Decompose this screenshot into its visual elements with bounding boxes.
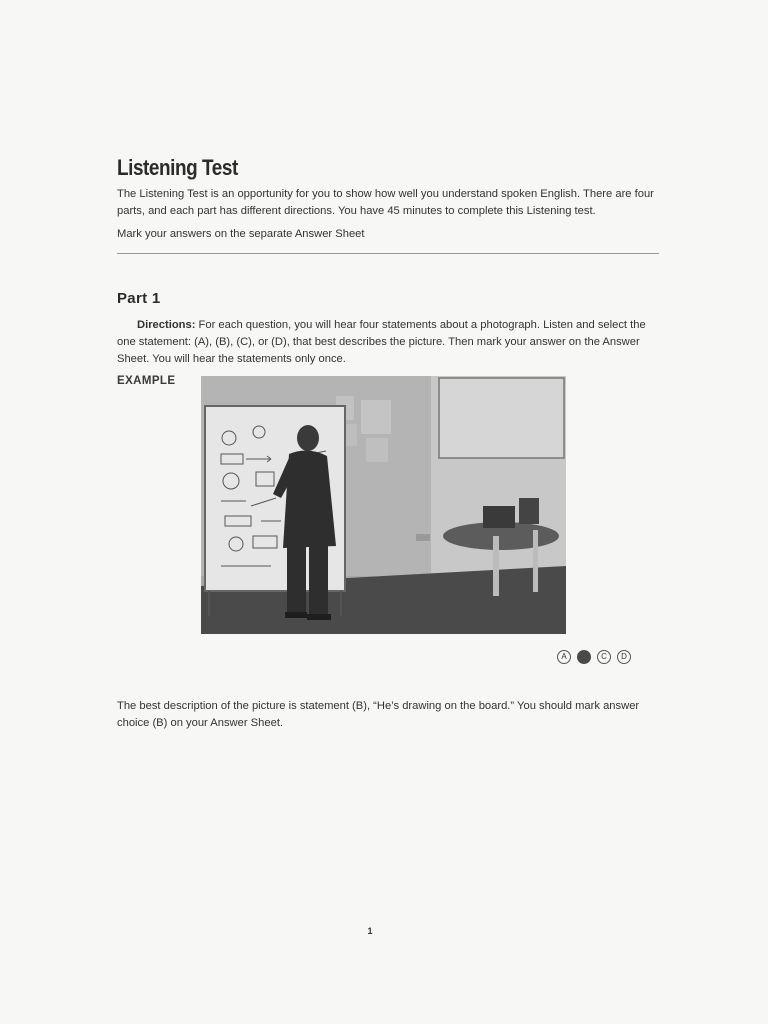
example-photograph bbox=[201, 376, 566, 634]
photo-illustration bbox=[201, 376, 566, 634]
example-label: EXAMPLE bbox=[117, 375, 176, 387]
page-title: Listening Test bbox=[117, 155, 238, 180]
choice-b-bubble[interactable] bbox=[577, 650, 591, 664]
mark-instruction: Mark your answers on the separate Answer Sheet bbox=[117, 228, 365, 240]
directions-paragraph bbox=[117, 317, 662, 368]
answer-explanation: The best description of the picture is statement (B), “He’s drawing on the board.” You should mark answer choice (B) on your Answer Sheet. bbox=[117, 700, 640, 729]
section-divider bbox=[117, 253, 659, 254]
page-number: 1 bbox=[367, 926, 373, 936]
choice-c-bubble[interactable]: C bbox=[597, 650, 611, 664]
choice-a-bubble[interactable]: A bbox=[557, 650, 571, 664]
answer-choices bbox=[557, 650, 631, 665]
part-heading: Part 1 bbox=[117, 290, 161, 307]
intro-paragraph: The Listening Test is an opportunity for you to show how well you understand spoken English. There are four parts, and each part has different directions. You have 45 minutes to complete this Listening test. bbox=[117, 188, 654, 217]
directions-label: Directions: bbox=[137, 319, 196, 331]
choice-d-bubble[interactable]: D bbox=[617, 650, 631, 664]
directions-text: For each question, you will hear four statements about a photograph. Listen and select the one statement: (A), (B), (C), or (D), that best describes the picture. Then mark your answer on the Answer Sheet. You will hear the statements only once. bbox=[117, 319, 646, 365]
